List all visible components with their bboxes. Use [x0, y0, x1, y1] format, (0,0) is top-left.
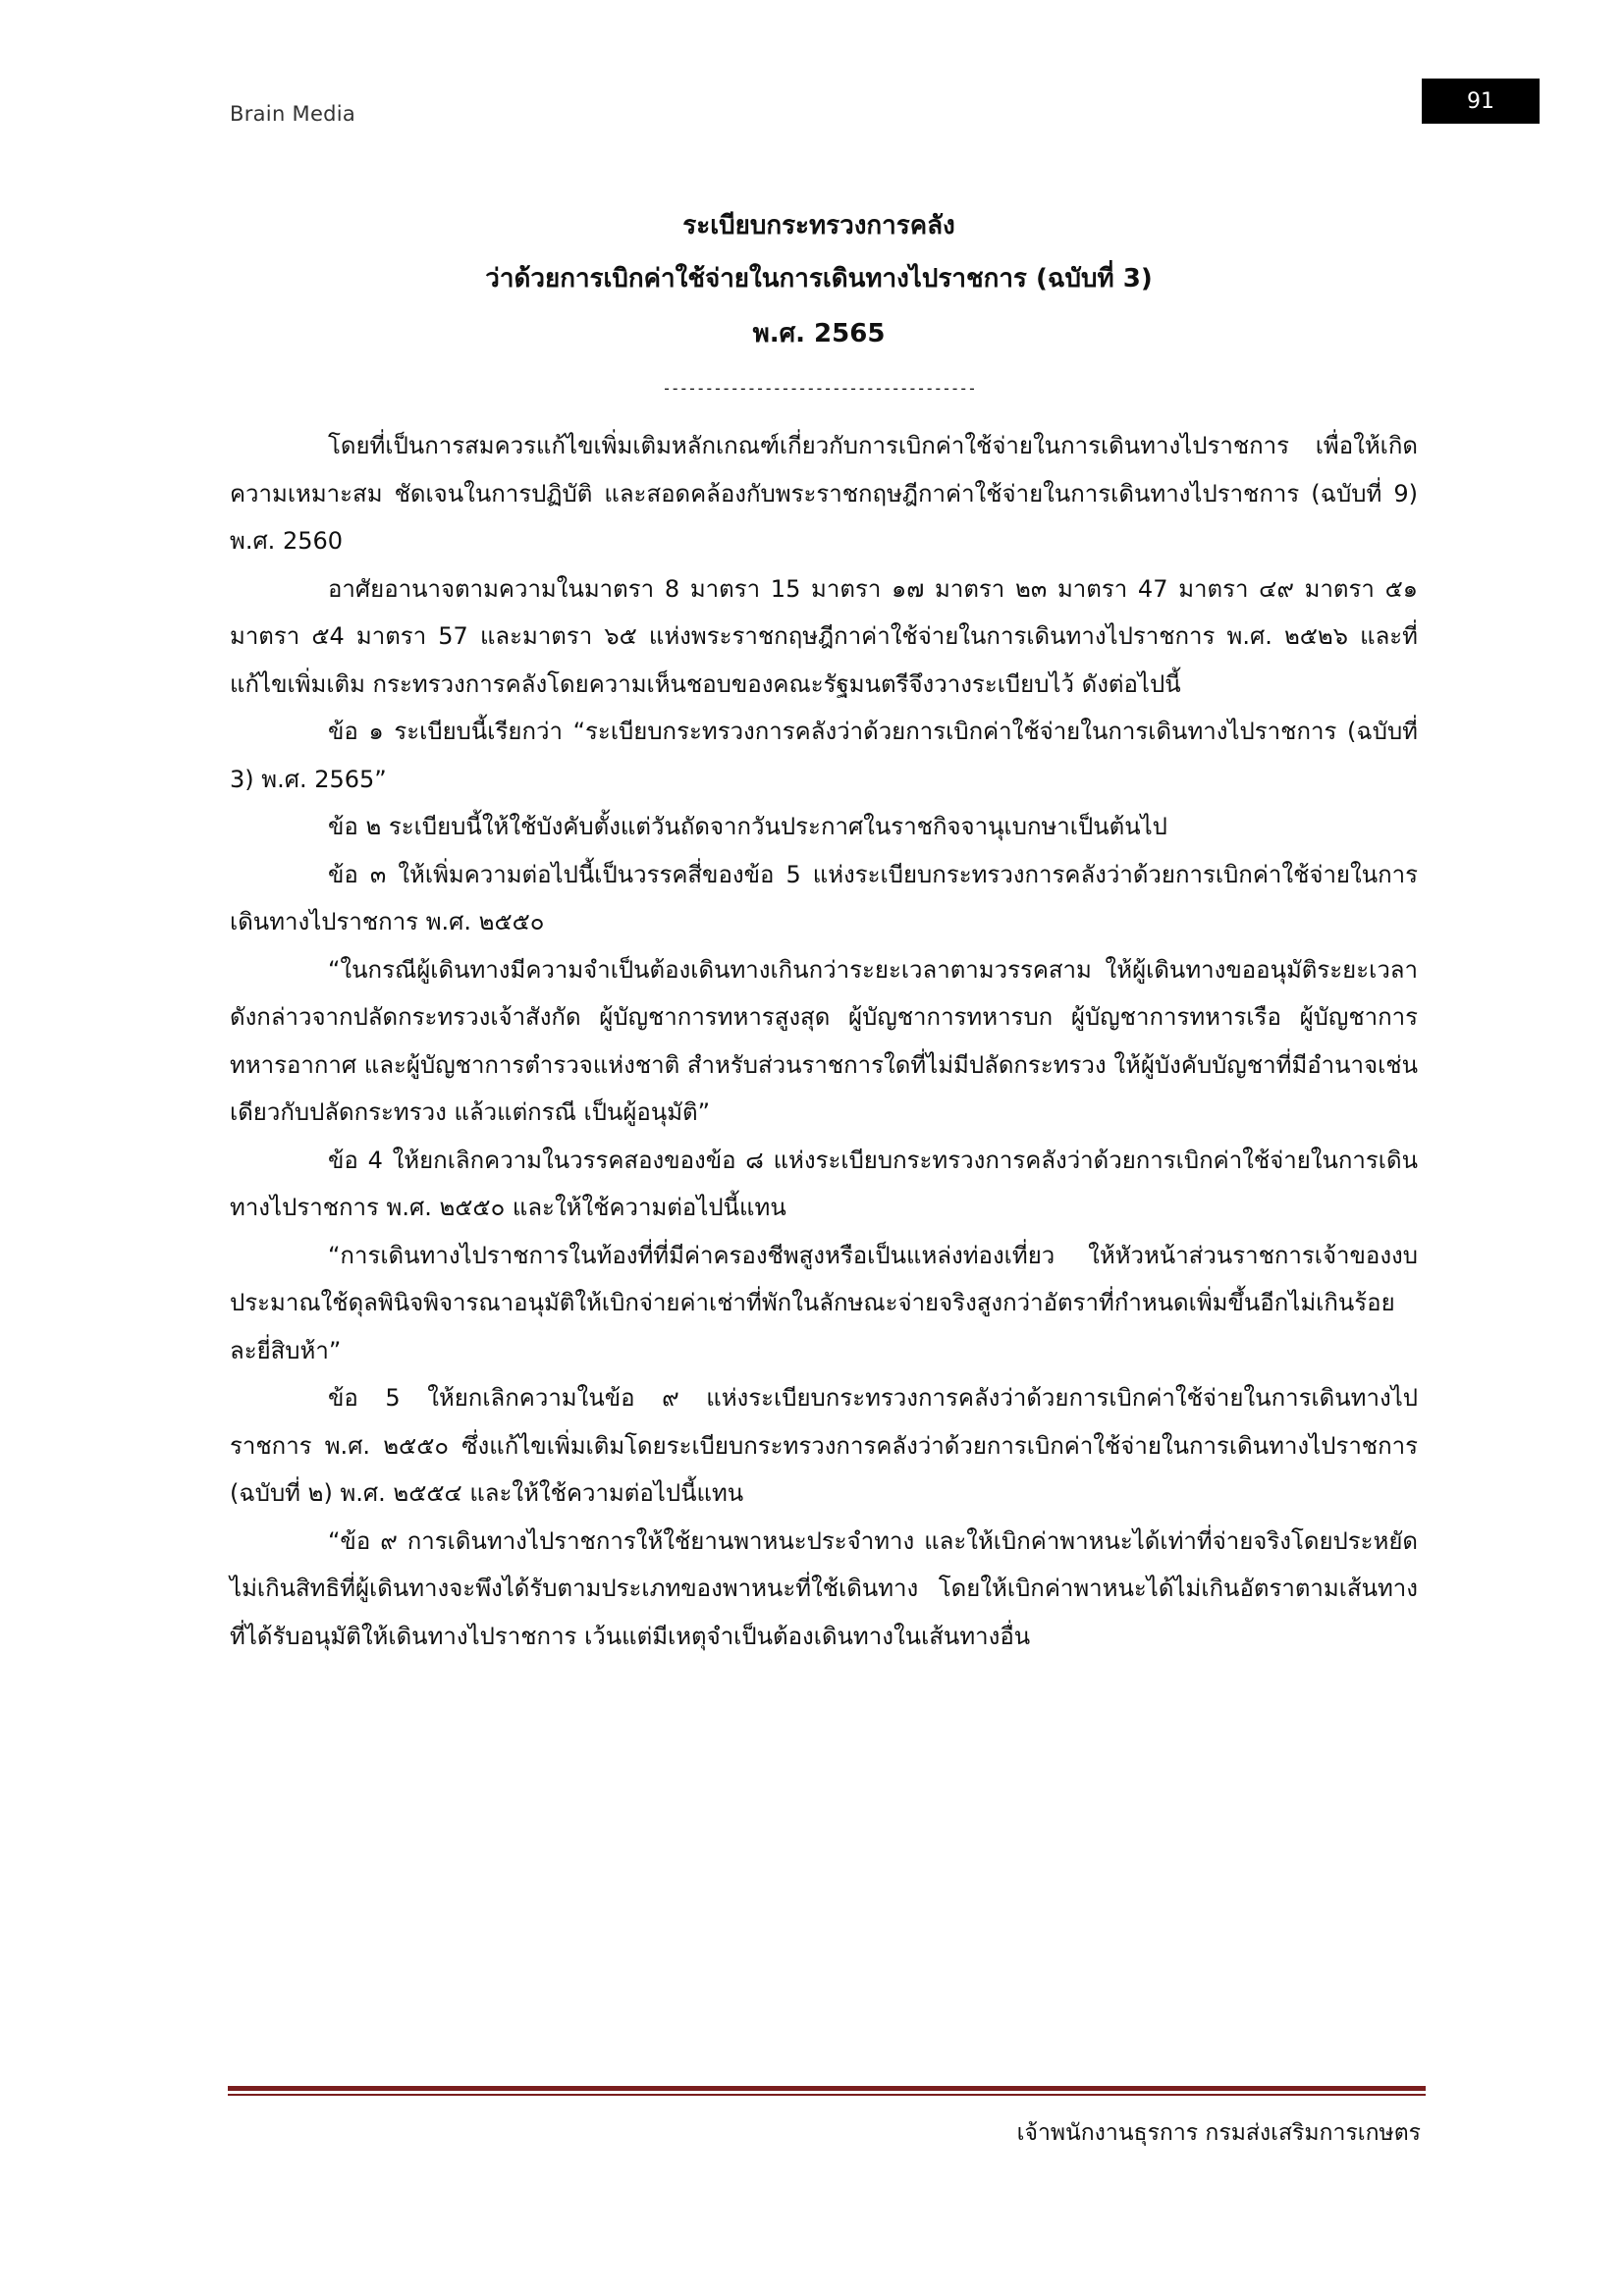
paragraph-clause-3: ข้อ ๓ ให้เพิ่มความต่อไปนี้เป็นวรรคสี่ของข้อ 5 แห่งระเบียบกระทรวงการคลังว่าด้วยการเบิกค่าใช้จ่ายในการเดินทางไปราชการ พ.ศ. ๒๕๕๐	[230, 860, 1418, 935]
paragraph-clause-4-quote: “การเดินทางไปราชการในท้องที่ที่มีค่าครองชีพสูงหรือเป็นแหล่งท่องเที่ยว ให้หัวหน้าส่วนราชการเจ้าของงบประมาณใช้ดุลพินิจพิจารณาอนุมัติให้เบิกจ่ายค่าเช่าที่พักในลักษณะจ่ายจริงสูงกว่าอัตราที่กำหนดเพิ่มขึ้นอีกไม่เกินร้อยละยี่สิบห้า”	[230, 1241, 1418, 1364]
paragraph-clause-5: ข้อ 5 ให้ยกเลิกความในข้อ ๙ แห่งระเบียบกระทรวงการคลังว่าด้วยการเบิกค่าใช้จ่ายในการเดินทางไปราชการ พ.ศ. ๒๕๕๐ ซึ่งแก้ไขเพิ่มเติมโดยระเบียบกระทรวงการคลังว่าด้วยการเบิกค่าใช้จ่ายในการเดินทางไปราชการ (ฉบับที่ ๒) พ.ศ. ๒๕๕๔ และให้ใช้ความต่อไปนี้แทน	[230, 1384, 1418, 1507]
title-separator: -------------------------------------	[662, 379, 976, 398]
paragraph-preamble: โดยที่เป็นการสมควรแก้ไขเพิ่มเติมหลักเกณฑ์เกี่ยวกับการเบิกค่าใช้จ่ายในการเดินทางไปราชการ เพื่อให้เกิดความเหมาะสม ชัดเจนในการปฏิบัติ และสอดคล้องกับพระราชกฤษฎีกาค่าใช้จ่ายในการเดินทางไปราชการ (ฉบับที่ 9) พ.ศ. 2560	[230, 432, 1418, 555]
paragraph-clause-5-quote: “ข้อ ๙ การเดินทางไปราชการให้ใช้ยานพาหนะประจำทาง และให้เบิกค่าพาหนะได้เท่าที่จ่ายจริงโดยประหยัด ไม่เกินสิทธิที่ผู้เดินทางจะพึงได้รับตามประเภทของพาหนะที่ใช้เดินทาง โดยให้เบิกค่าพาหนะได้ไม่เกินอัตราตามเส้นทางที่ได้รับอนุมัติให้เดินทางไปราชการ เว้นแต่มีเหตุจำเป็นต้องเดินทางในเส้นทางอื่น	[230, 1526, 1418, 1650]
publisher-name: Brain Media	[230, 102, 356, 126]
paragraph-authority: อาศัยอานาจตามความในมาตรา 8 มาตรา 15 มาตรา ๑๗ มาตรา ๒๓ มาตรา 47 มาตรา ๔๙ มาตรา ๕๑ มาตรา ๕4 มาตรา 57 และมาตรา ๖๕ แห่งพระราชกฤษฎีกาค่าใช้จ่ายในการเดินทางไปราชการ พ.ศ. ๒๕๒๖ และที่แก้ไขเพิ่มเติม กระทรวงการคลังโดยความเห็นชอบของคณะรัฐมนตรีจึงวางระเบียบไว้ ดังต่อไปนี้	[230, 574, 1418, 698]
document-title: ระเบียบกระทรวงการคลัง	[682, 211, 955, 240]
footer-organization: เจ้าพนักงานธุรการ กรมส่งเสริมการเกษตร	[1016, 2120, 1421, 2146]
document-subtitle: ว่าด้วยการเบิกค่าใช้จ่ายในการเดินทางไปราชการ (ฉบับที่ 3)	[485, 264, 1153, 294]
paragraph-clause-4: ข้อ 4 ให้ยกเลิกความในวรรคสองของข้อ ๘ แห่งระเบียบกระทรวงการคลังว่าด้วยการเบิกค่าใช้จ่ายในการเดินทางไปราชการ พ.ศ. ๒๕๕๐ และให้ใช้ความต่อไปนี้แทน	[230, 1146, 1418, 1221]
footer-divider	[228, 2086, 1426, 2096]
document-body	[230, 422, 1418, 1660]
paragraph-clause-1: ข้อ ๑ ระเบียบนี้เรียกว่า “ระเบียบกระทรวงการคลังว่าด้วยการเบิกค่าใช้จ่ายในการเดินทางไปราชการ (ฉบับที่ 3) พ.ศ. 2565”	[230, 718, 1418, 793]
paragraph-clause-3-quote: “ในกรณีผู้เดินทางมีความจำเป็นต้องเดินทางเกินกว่าระยะเวลาตามวรรคสาม ให้ผู้เดินทางขออนุมัติระยะเวลาดังกล่าวจากปลัดกระทรวงเจ้าสังกัด ผู้บัญชาการทหารสูงสุด ผู้บัญชาการทหารบก ผู้บัญชาการทหารเรือ ผู้บัญชาการทหารอากาศ และผู้บัญชาการตำรวจแห่งชาติ สำหรับส่วนราชการใดที่ไม่มีปลัดกระทรวง ให้ผู้บังคับบัญชาที่มีอำนาจเช่นเดียวกับปลัดกระทรวง แล้วแต่กรณี เป็นผู้อนุมัติ”	[230, 955, 1418, 1126]
document-year: พ.ศ. 2565	[752, 319, 886, 348]
paragraph-clause-2: ข้อ ๒ ระเบียบนี้ให้ใช้บังคับตั้งแต่วันถัดจากวันประกาศในราชกิจจานุเบกษาเป็นต้นไป	[328, 813, 1167, 840]
page-number-badge: 91	[1422, 79, 1540, 124]
